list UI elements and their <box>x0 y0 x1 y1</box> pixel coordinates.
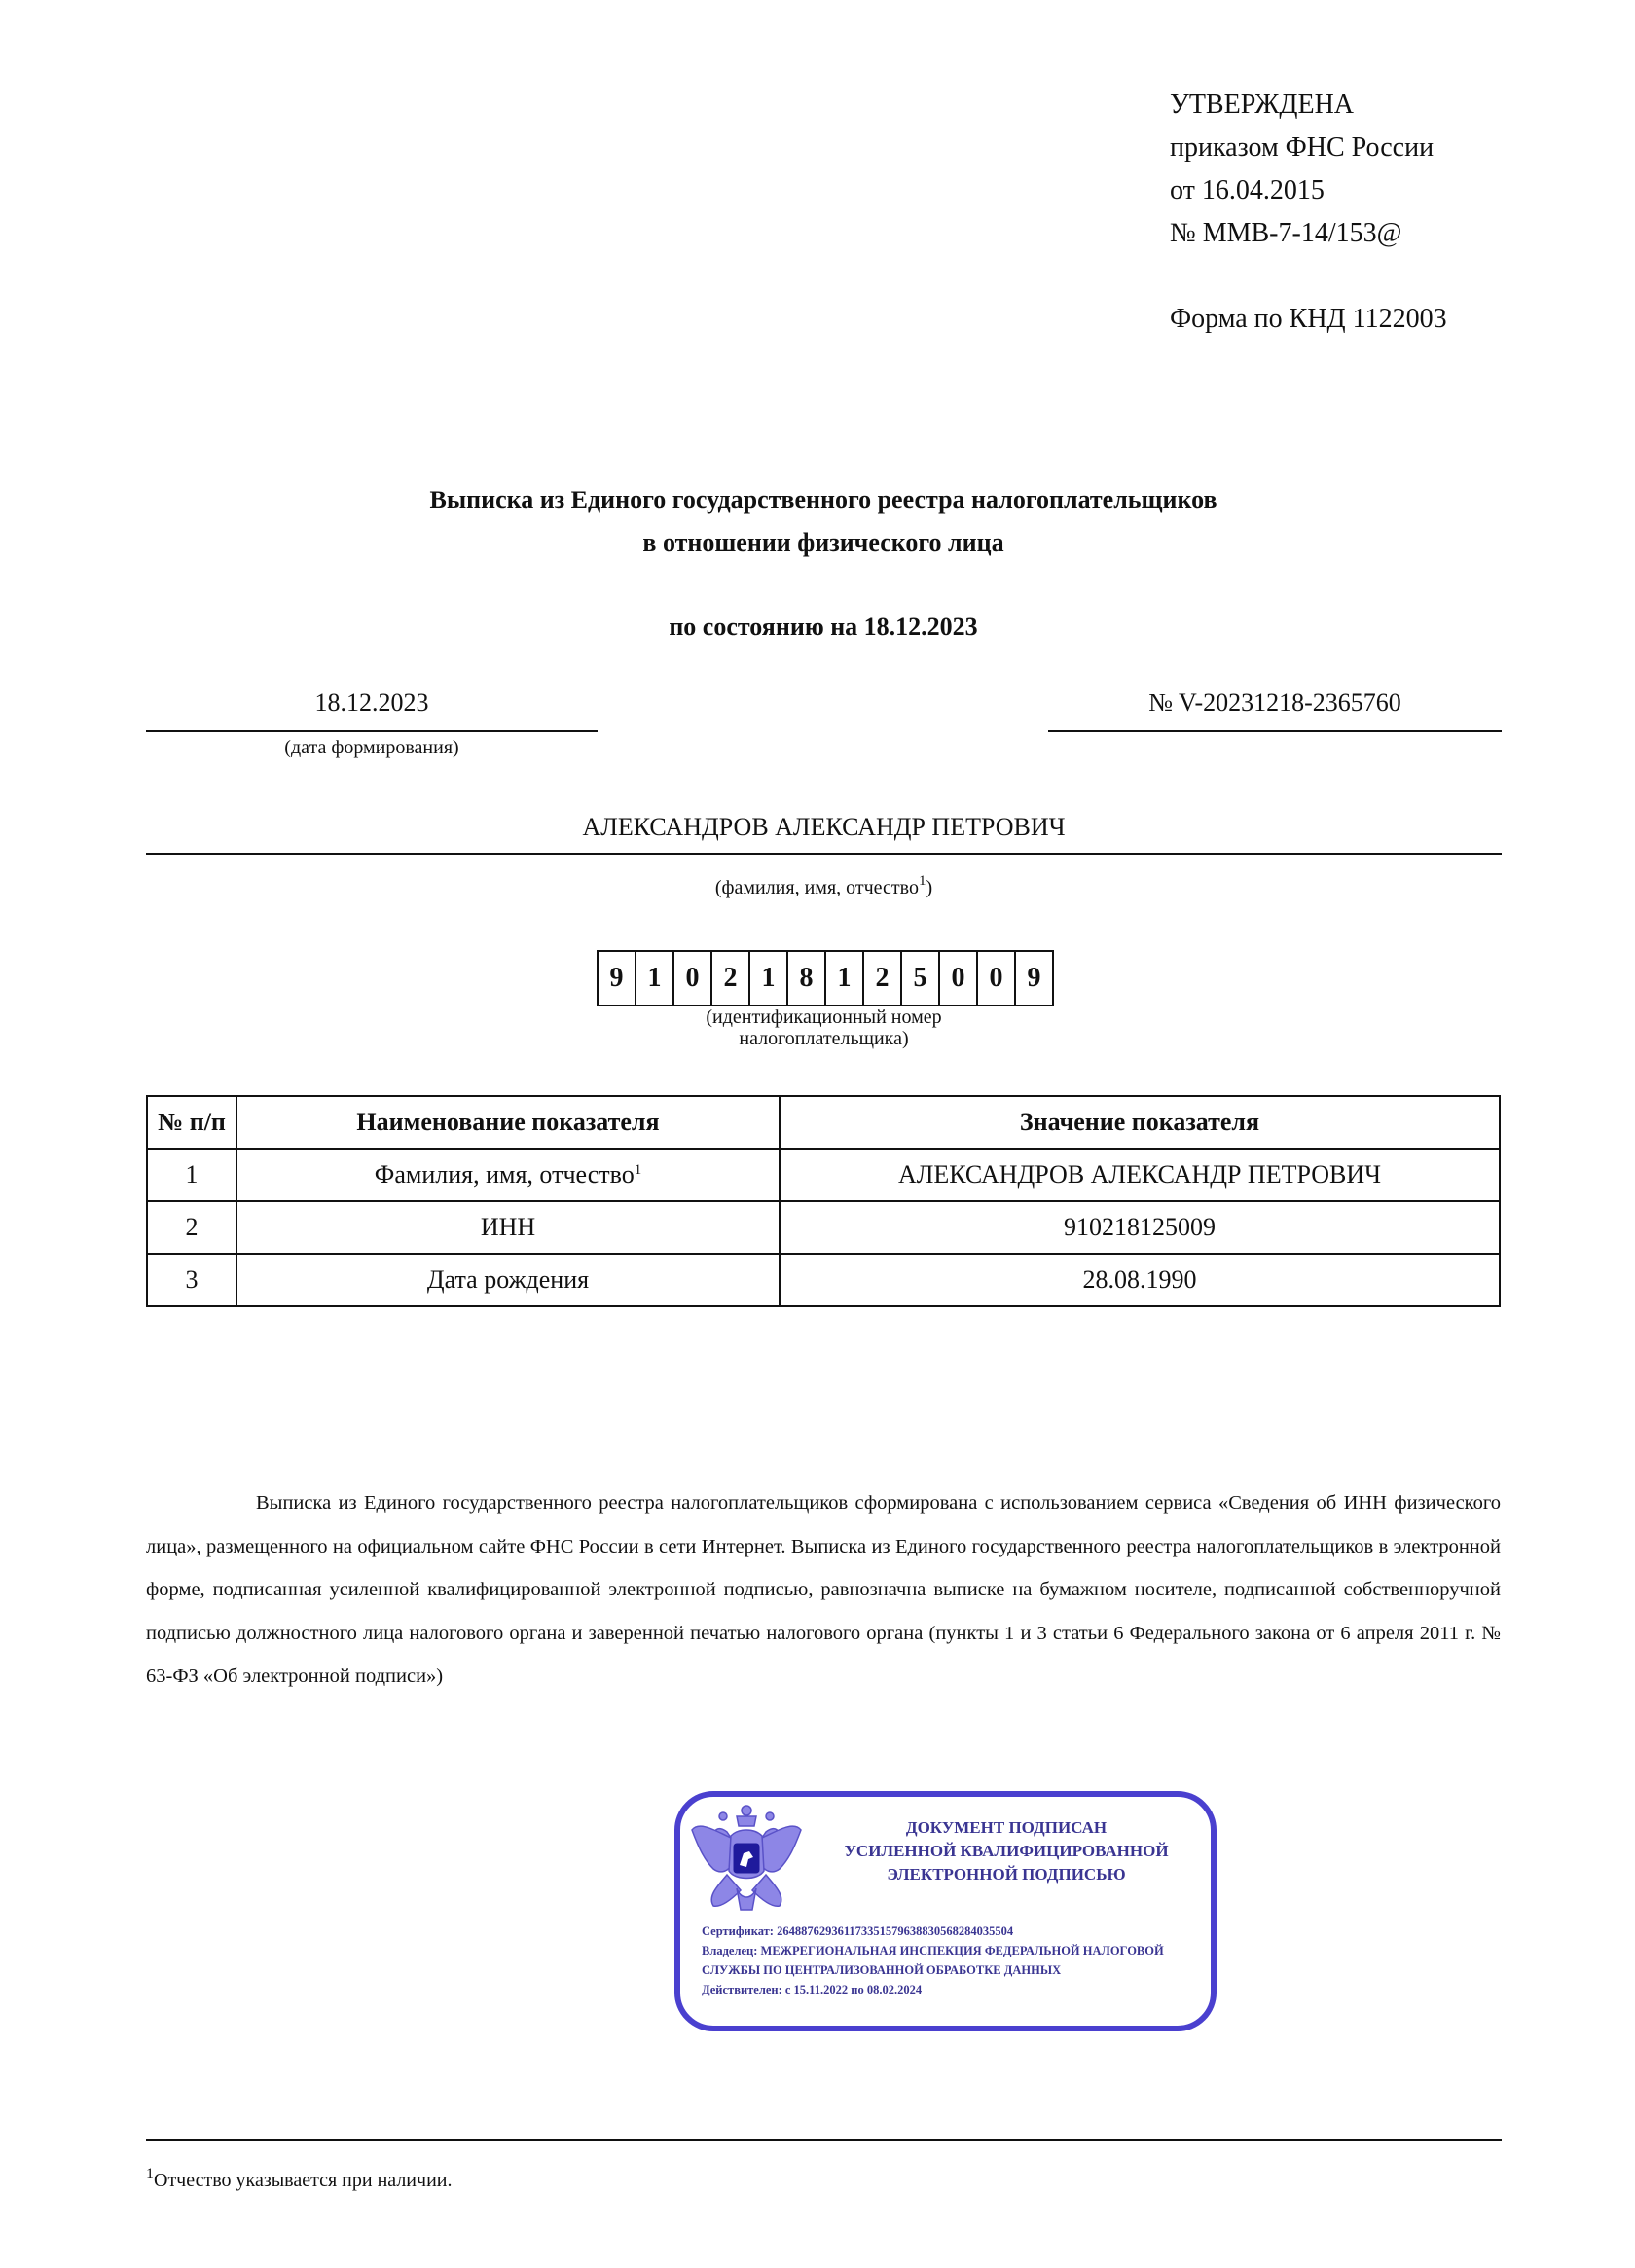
footnote-marker: 1 <box>918 873 926 889</box>
inn-digit: 0 <box>978 950 1016 1006</box>
issue-date: 18.12.2023 <box>146 685 598 732</box>
certificate-validity: Действителен: с 15.11.2022 по 08.02.2024 <box>702 1983 923 1996</box>
russian-coat-of-arms-icon <box>688 1803 805 1916</box>
inn-digit: 0 <box>674 950 712 1006</box>
row-number: 2 <box>147 1201 236 1254</box>
inn-caption-line: (идентификационный номер <box>706 1006 942 1028</box>
indicator-name: Дата рождения <box>236 1254 780 1306</box>
indicator-name <box>236 1149 780 1201</box>
stamp-heading-line: УСИЛЕННОЙ КВАЛИФИЦИРОВАННОЙ <box>844 1842 1169 1860</box>
footnote-marker: 1 <box>634 1162 642 1178</box>
approval-line: от 16.04.2015 <box>1170 175 1325 205</box>
table-row <box>147 1254 1500 1306</box>
inn-digit: 1 <box>636 950 674 1006</box>
certificate-owner: Владелец: МЕЖРЕГИОНАЛЬНАЯ ИНСПЕКЦИЯ ФЕДЕРАЛЬНОЙ НАЛОГОВОЙ СЛУЖБЫ ПО ЦЕНТРАЛИЗОВАННОЙ ОБРАБОТКЕ ДАННЫХ <box>702 1944 1164 1977</box>
stamp-details <box>702 1921 1198 1999</box>
stamp-heading-line: ЭЛЕКТРОННОЙ ПОДПИСЬЮ <box>887 1865 1126 1884</box>
inn-digit: 2 <box>712 950 750 1006</box>
column-header-number: № п/п <box>147 1096 236 1149</box>
title-line-1: Выписка из Единого государственного реестра налогоплательщиков <box>429 486 1217 514</box>
indicator-value: АЛЕКСАНДРОВ АЛЕКСАНДР ПЕТРОВИЧ <box>780 1149 1500 1201</box>
stamp-heading <box>812 1816 1201 1886</box>
row-number: 3 <box>147 1254 236 1306</box>
full-name: АЛЕКСАНДРОВ АЛЕКСАНДР ПЕТРОВИЧ <box>146 810 1502 855</box>
column-header-value: Значение показателя <box>780 1096 1500 1149</box>
indicator-name: ИНН <box>236 1201 780 1254</box>
approval-line: № ММВ-7-14/153@ <box>1170 218 1402 248</box>
indicator-value: 910218125009 <box>780 1201 1500 1254</box>
indicator-value: 28.08.1990 <box>780 1254 1500 1306</box>
inn-digit: 1 <box>826 950 864 1006</box>
inn-digit-boxes <box>597 950 1054 1006</box>
title-line-2: в отношении физического лица <box>642 529 1004 557</box>
inn-digit: 5 <box>902 950 940 1006</box>
approval-line: приказом ФНС России <box>1170 132 1435 163</box>
inn-digit: 1 <box>750 950 788 1006</box>
issue-date-caption: (дата формирования) <box>284 737 459 758</box>
full-name-caption <box>146 874 1502 901</box>
table-header-row <box>147 1096 1500 1149</box>
indicator-text: Фамилия, имя, отчество <box>374 1160 635 1189</box>
full-name-field <box>146 810 1502 901</box>
document-title <box>146 479 1501 565</box>
legal-paragraph: Выписка из Единого государственного реестра налогоплательщиков сформирована с использованием сервиса «Сведения об ИНН физического лица», размещенного на официальном сайте ФНС России в сети Интернет. Выписка из Единого государственного реестра налогоплательщиков в электронной форме, подписанная усиленной квалифицированной электронной подписью, равнозначна выписке на бумажном носителе, подписанной собственноручной подписью должностного лица налогового органа и заверенной печатью налогового органа (пункты 1 и 3 статьи 6 Федерального закона от 6 апреля 2011 г. № 63-ФЗ «Об электронной подписи») <box>146 1492 1501 1687</box>
inn-digit: 0 <box>940 950 978 1006</box>
column-header-indicator: Наименование показателя <box>236 1096 780 1149</box>
document-number-field <box>1048 685 1502 732</box>
inn-digit: 2 <box>864 950 902 1006</box>
form-code: Форма по КНД 1122003 <box>1170 304 1447 334</box>
inn-digit: 9 <box>599 950 636 1006</box>
row-number: 1 <box>147 1149 236 1201</box>
issue-date-field <box>146 685 598 761</box>
inn-digit: 9 <box>1016 950 1054 1006</box>
caption-text: (фамилия, имя, отчество <box>714 877 919 898</box>
caption-close: ) <box>926 877 933 898</box>
certificate-number: Сертификат: 264887629361173351579638830568284035504 <box>702 1924 1014 1938</box>
taxpayer-data-table <box>146 1095 1501 1307</box>
footnote-text: Отчество указывается при наличии. <box>154 2170 453 2191</box>
table-row <box>147 1201 1500 1254</box>
footnote-marker: 1 <box>146 2166 154 2182</box>
document-number: № V-20231218-2365760 <box>1048 685 1502 732</box>
as-of-date: по состоянию на 18.12.2023 <box>669 612 978 640</box>
approval-line: УТВЕРЖДЕНА <box>1170 90 1355 120</box>
footnote <box>146 2166 452 2195</box>
approval-block <box>1170 84 1447 341</box>
inn-caption-line: налогоплательщика) <box>739 1028 909 1049</box>
stamp-heading-line: ДОКУМЕНТ ПОДПИСАН <box>905 1818 1108 1837</box>
inn-caption <box>597 1006 1051 1049</box>
inn-digit: 8 <box>788 950 826 1006</box>
footnote-divider <box>146 2139 1502 2141</box>
table-row <box>147 1149 1500 1201</box>
electronic-signature-stamp <box>674 1791 1217 2031</box>
